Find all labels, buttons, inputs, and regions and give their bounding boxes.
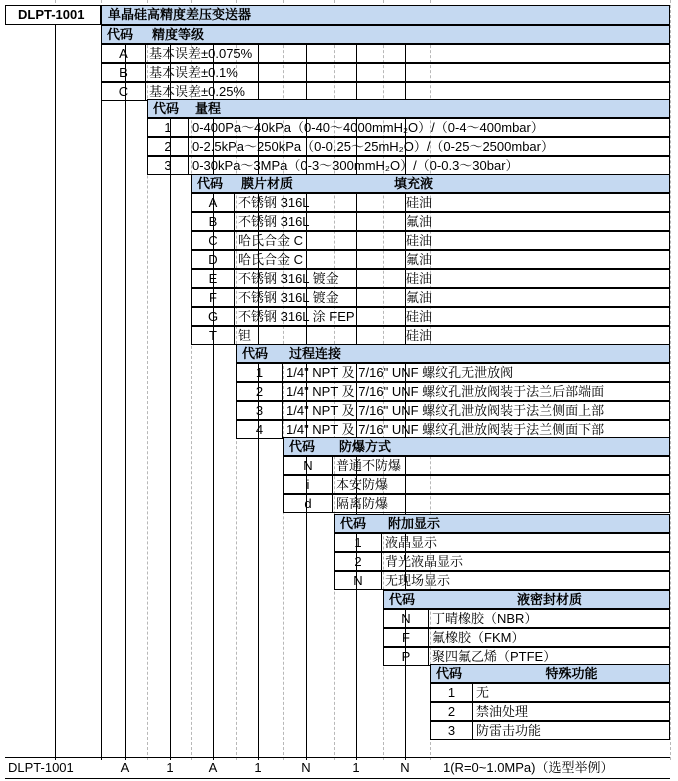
row-desc-cell: 氟橡胶（FKM） — [429, 628, 670, 647]
row-code-cell: 4 — [236, 420, 283, 439]
header-name: 膜片材质 — [241, 176, 294, 191]
row-code-cell: B — [191, 212, 235, 231]
row-desc-cell: 1/4" NPT 及 7/16" UNF 螺纹孔泄放阀装于法兰侧面下部 — [283, 420, 670, 439]
row-desc-cell: 基本误差±0.075% — [146, 44, 670, 63]
example-code: A — [208, 760, 218, 775]
row-desc-cell: 钽 — [235, 326, 670, 345]
row-code-cell: 1 — [236, 363, 283, 382]
row-code-cell: 1 — [147, 118, 189, 137]
header-name: 液密封材质 — [516, 592, 582, 607]
row-desc-cell: 普通不防爆 — [333, 456, 670, 475]
row-fill: 氟油 — [406, 290, 433, 305]
row-code-cell: 2 — [236, 382, 283, 401]
row-desc-cell: 不锈钢 316L 涂 FEP — [235, 307, 670, 326]
row-fill: 硅油 — [406, 233, 433, 248]
row-desc-cell: 1/4" NPT 及 7/16" UNF 螺纹孔泄放阀装于法兰侧面上部 — [283, 401, 670, 420]
row-code-cell: 2 — [334, 552, 382, 571]
row-code-cell: 3 — [147, 156, 189, 175]
section-header — [334, 514, 670, 533]
row-code-cell: F — [383, 628, 429, 647]
row-desc-cell: 0-2.5kPa～250kPa（0-0.25～25mH₂O）/（0-25～2500mbar） — [189, 137, 670, 156]
row-desc-cell: 无现场显示 — [382, 571, 670, 590]
row-code-cell: D — [191, 250, 235, 269]
example-last: 1(R=0~1.0MPa)（选型举例） — [443, 760, 614, 775]
row-code-cell: 3 — [430, 721, 473, 740]
row-desc-cell: 基本误差±0.1% — [146, 63, 670, 82]
example-code: 1 — [254, 760, 262, 775]
header-name: 附加显示 — [388, 516, 441, 531]
row-code-cell: A — [101, 44, 146, 63]
row-desc-cell: 液晶显示 — [382, 533, 670, 552]
header-name: 防爆方式 — [339, 439, 392, 454]
section-header — [147, 99, 670, 118]
row-code-cell: B — [101, 63, 146, 82]
row-code-cell: P — [383, 647, 429, 666]
row-code-cell: i — [283, 475, 333, 494]
row-desc-cell: 基本误差±0.25% — [146, 82, 670, 101]
header-code: 代码 — [107, 27, 134, 42]
row-desc-cell: 1/4" NPT 及 7/16" UNF 螺纹孔泄放阀装于法兰后部端面 — [283, 382, 670, 401]
example-code: N — [400, 760, 410, 775]
row-code-cell: N — [334, 571, 382, 590]
row-desc-cell: 不锈钢 316L — [235, 212, 670, 231]
row-desc-cell: 隔离防爆 — [333, 494, 670, 513]
example-code: 1 — [352, 760, 360, 775]
connector-line — [55, 25, 56, 760]
row-code-cell: 2 — [430, 702, 473, 721]
row-code-cell: C — [191, 231, 235, 250]
example-code: A — [120, 760, 130, 775]
row-desc-cell: 禁油处理 — [473, 702, 670, 721]
row-fill: 氟油 — [406, 214, 433, 229]
row-code-cell: G — [191, 307, 235, 326]
connector-line — [125, 25, 126, 760]
row-desc-cell: 本安防爆 — [333, 475, 670, 494]
example-bottom-line — [5, 778, 670, 779]
example-model: DLPT-1001 — [8, 760, 74, 775]
row-code-cell: A — [191, 193, 235, 212]
row-code-cell: 3 — [236, 401, 283, 420]
row-fill: 氟油 — [406, 252, 433, 267]
row-desc-cell: 1/4" NPT 及 7/16" UNF 螺纹孔无泄放阀 — [283, 363, 670, 382]
header-name: 特殊功能 — [545, 666, 598, 681]
header-code: 代码 — [289, 439, 316, 454]
row-code-cell: N — [283, 456, 333, 475]
example-code: 1 — [166, 760, 174, 775]
row-code-cell: F — [191, 288, 235, 307]
header-code: 代码 — [242, 346, 269, 361]
row-fill: 硅油 — [406, 271, 433, 286]
example-code: N — [301, 760, 311, 775]
header-code: 代码 — [340, 516, 367, 531]
guide-line — [670, 0, 671, 760]
row-code-cell: 2 — [147, 137, 189, 156]
row-code-cell: 1 — [430, 683, 473, 702]
title-header: 单晶硅高精度差压变送器 — [101, 5, 670, 25]
row-desc-cell: 不锈钢 316L — [235, 193, 670, 212]
header-code: 代码 — [153, 101, 180, 116]
model-header: DLPT-1001 — [5, 5, 101, 25]
row-desc-cell: 背光液晶显示 — [382, 552, 670, 571]
header-name: 量程 — [195, 101, 222, 116]
header-code: 代码 — [197, 176, 224, 191]
row-desc-cell: 哈氏合金 C — [235, 250, 670, 269]
row-desc-cell: 不锈钢 316L 镀金 — [235, 288, 670, 307]
header-name: 过程连接 — [289, 346, 342, 361]
row-desc-cell: 0-30kPa～3MPa（0-3～300mmH₂O）/（0-0.3～30bar） — [189, 156, 670, 175]
row-code-cell: 1 — [334, 533, 382, 552]
row-code-cell: T — [191, 326, 235, 345]
header-name: 精度等级 — [152, 27, 205, 42]
row-desc-cell: 0-400Pa～40kPa（0-40～4000mmH₂O）/（0-4～400mbar） — [189, 118, 670, 137]
row-desc-cell: 哈氏合金 C — [235, 231, 670, 250]
row-code-cell: d — [283, 494, 333, 513]
header-fill: 填充液 — [394, 176, 434, 191]
row-desc-cell: 丁晴橡胶（NBR） — [429, 609, 670, 628]
row-desc-cell: 聚四氟乙烯（PTFE） — [429, 647, 670, 666]
row-desc-cell: 不锈钢 316L 镀金 — [235, 269, 670, 288]
row-code-cell: N — [383, 609, 429, 628]
row-code-cell: E — [191, 269, 235, 288]
row-desc-cell: 无 — [473, 683, 670, 702]
row-desc-cell: 防雷击功能 — [473, 721, 670, 740]
header-code: 代码 — [436, 666, 463, 681]
row-code-cell: C — [101, 82, 146, 101]
header-code: 代码 — [389, 592, 416, 607]
row-fill: 硅油 — [406, 309, 433, 324]
connector-line — [101, 25, 102, 760]
row-fill: 硅油 — [406, 328, 433, 343]
row-fill: 硅油 — [406, 195, 433, 210]
